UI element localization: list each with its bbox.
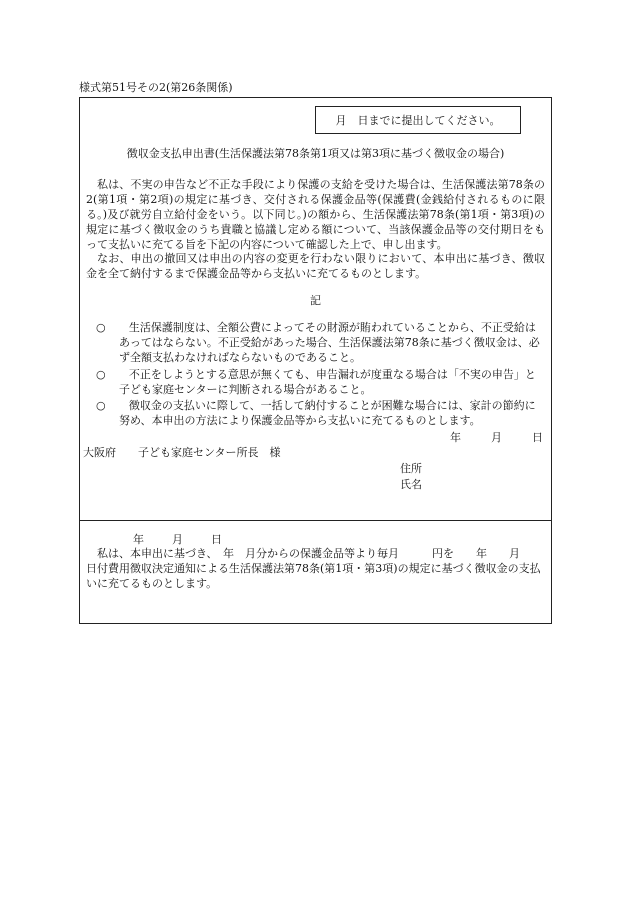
form-title: 徴収金支払申出書(生活保護法第78条第1項又は第3項に基づく徴収金の場合) xyxy=(126,147,505,160)
deadline-box: 月 日までに提出してください。 xyxy=(315,106,521,134)
section-divider xyxy=(80,520,551,521)
payment-statement-line1: 私は、本申出に基づき、 年 月分からの保護金品等より毎月 円を 年 月 xyxy=(97,547,521,560)
date-month-label: 月 xyxy=(172,533,183,546)
circle-bullet-icon: ○ xyxy=(96,321,106,334)
date-year-label: 年 xyxy=(133,533,144,546)
decision-date xyxy=(133,531,222,547)
address-label: 住所 xyxy=(400,462,422,475)
date-month-label: 月 xyxy=(491,431,502,444)
circle-bullet-icon: ○ xyxy=(96,368,106,381)
application-date xyxy=(450,429,543,445)
list-item xyxy=(96,320,545,365)
withdrawal-paragraph: なお、申出の撤回又は申出の内容の変更を行わない限りにおいて、本申出に基づき、徴収金を全て納付するまで保護金品等から支払いに充てるものとします。 xyxy=(86,252,545,280)
date-day-label: 日 xyxy=(532,431,543,444)
name-label: 氏名 xyxy=(400,478,422,491)
payment-statement-line2: 日付費用徴収決定通知による生活保護法第78条(第1項・第3項)の規定に基づく徴収金の支払いに充てるものとします。 xyxy=(86,562,541,590)
payment-statement xyxy=(86,546,545,591)
list-item-text: 不正をしようとする意思が無くても、申告漏れが度重なる場合は「不実の申告」と子ども家庭センターに判断される場合があること。 xyxy=(119,368,536,396)
list-item xyxy=(96,367,545,397)
list-item xyxy=(96,398,545,428)
date-year-label: 年 xyxy=(450,431,461,444)
form-frame xyxy=(79,97,552,624)
list-item-text: 徴収金の支払いに際して、一括して納付することが困難な場合には、家計の節約に努め、本申出の方法により保護金品等から支払いに充てるものとします。 xyxy=(119,399,536,427)
circle-bullet-icon: ○ xyxy=(96,399,106,412)
list-item-text: 生活保護制度は、全額公費によってその財源が賄われていることから、不正受給はあってはならない。不正受給があった場合、生活保護法第78条に基づく徴収金は、必ず全額支払わなければならないものであること。 xyxy=(119,321,540,364)
declaration-paragraph: 私は、不実の申告など不正な手段により保護の支給を受けた場合は、生活保護法第78条の2(第1項・第2項)の規定に基づき、交付される保護金品等(保護費(金銭給付されるものに限る。)及び就労自立給付金をいう。以下同じ。)の額から、生活保護法第78条(第1項・第3項)の規定に基づく徴収金のうち貴職と協議し定める額について、当該保護金品等の交付期日をもって支払いに充てる旨を下記の内容について確認した上で、申し出ます。 xyxy=(86,178,545,251)
form-number: 様式第51号その2(第26条関係) xyxy=(79,81,233,94)
addressee: 大阪府 子ども家庭センター所長 様 xyxy=(83,446,281,459)
date-day-label: 日 xyxy=(211,533,222,546)
ki-heading: 記 xyxy=(310,294,321,307)
